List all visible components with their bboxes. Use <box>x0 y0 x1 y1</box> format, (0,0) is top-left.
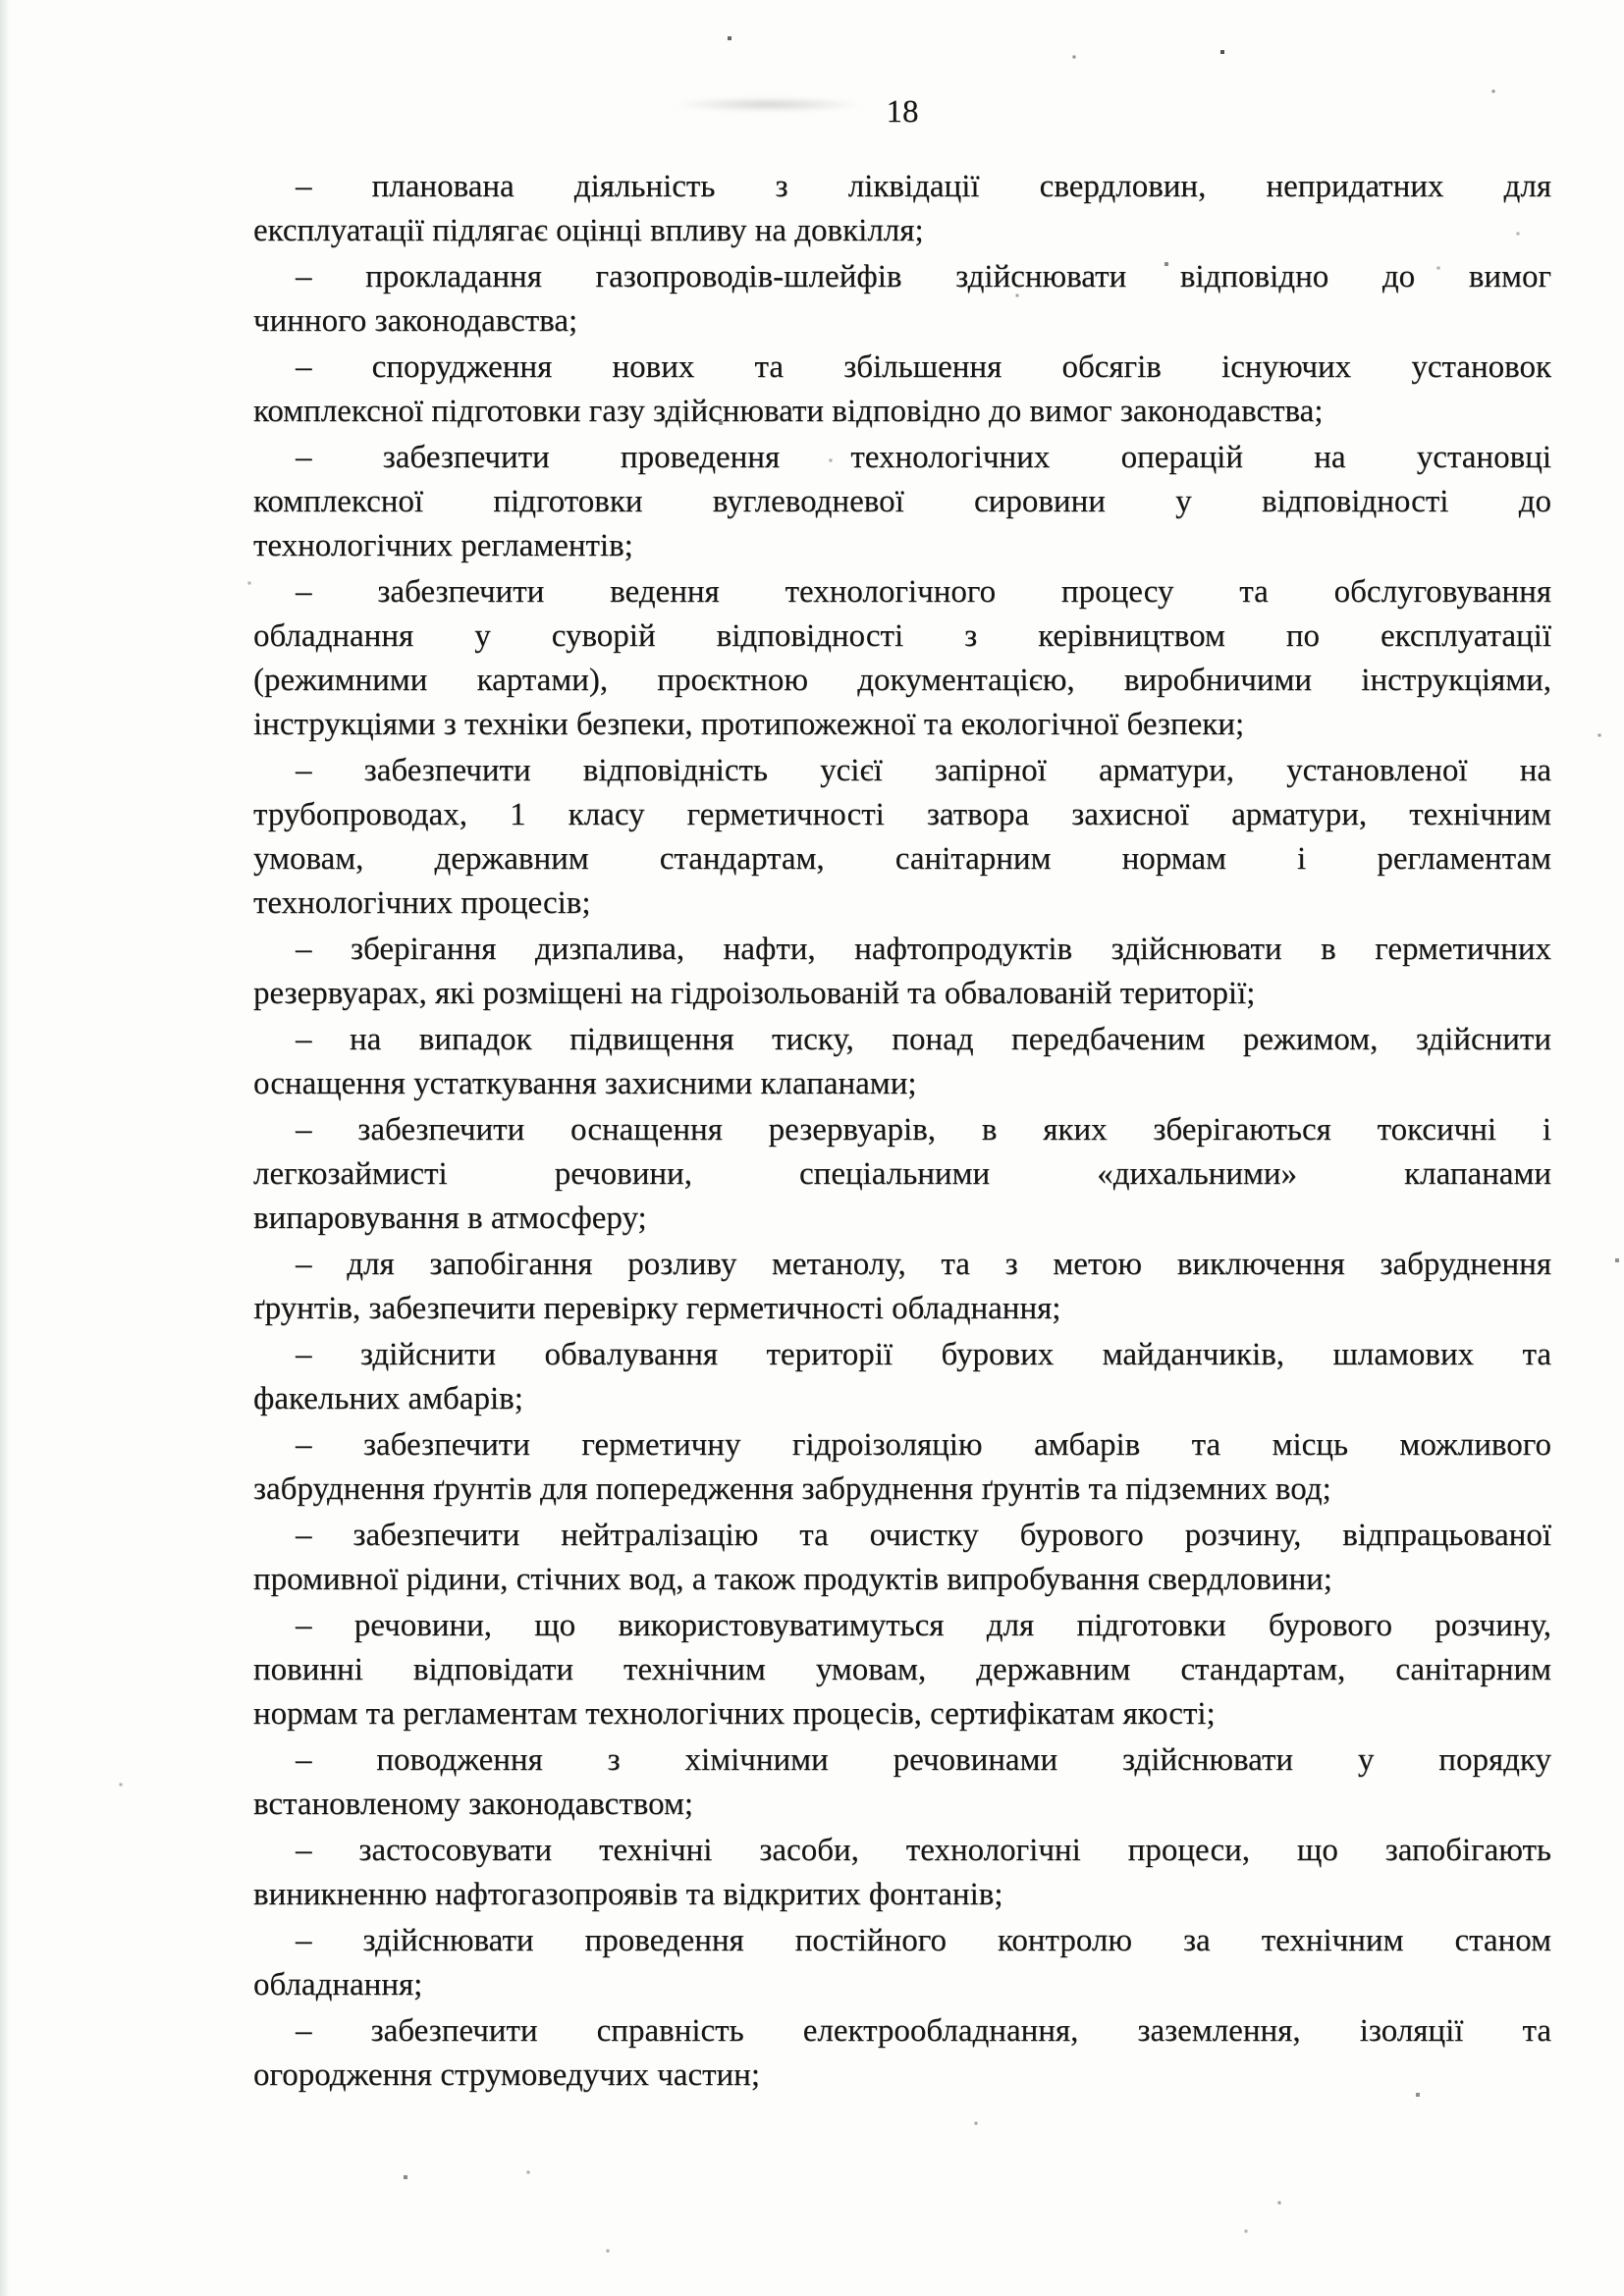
text-line: технологічних регламентів; <box>253 528 633 563</box>
text-line: (режимними картами), проєктною документацією, виробничими інструкціями, <box>253 663 1551 698</box>
text-line: – прокладання газопроводів-шлейфів здійснювати відповідно до вимог <box>296 259 1551 294</box>
text-line: забруднення ґрунтів для попередження забруднення ґрунтів та підземних вод; <box>253 1471 1331 1507</box>
text-line: – здійснити обвалування території бурових майданчиків, шламових та <box>296 1337 1551 1372</box>
text-line: повинні відповідати технічним умовам, державним стандартам, санітарним <box>253 1652 1551 1687</box>
text-line: – спорудження нових та збільшення обсягів існуючих установок <box>296 349 1551 385</box>
text-line: – забезпечити відповідність усієї запірної арматури, установленої на <box>296 753 1551 788</box>
paragraph <box>253 1108 1551 1241</box>
text-line: – зберігання дизпалива, нафти, нафтопродуктів здійснювати в герметичних <box>296 932 1551 967</box>
text-line: – поводження з хімічними речовинами здійснювати у порядку <box>296 1742 1551 1778</box>
text-line: – на випадок підвищення тиску, понад передбаченим режимом, здійснити <box>296 1022 1551 1057</box>
text-line: нормам та регламентам технологічних процесів, сертифікатам якості; <box>253 1696 1216 1732</box>
paragraph <box>253 570 1551 747</box>
paragraph <box>253 165 1551 253</box>
text-line: встановленому законодавством; <box>253 1787 694 1822</box>
text-line: – забезпечити нейтралізацію та очистку бурового розчину, відпрацьованої <box>296 1518 1551 1553</box>
text-line: промивної рідини, стічних вод, а також продуктів випробування свердловини; <box>253 1562 1332 1597</box>
paragraph <box>253 1738 1551 1827</box>
text-line: – забезпечити проведення технологічних операцій на установці <box>296 440 1551 475</box>
paragraph <box>253 255 1551 344</box>
document-content <box>253 90 1551 2100</box>
text-line: – здійснювати проведення постійного контролю за технічним станом <box>296 1923 1551 1958</box>
text-line: виникненню нафтогазопроявів та відкритих фонтанів; <box>253 1877 1003 1912</box>
paragraph <box>253 1018 1551 1106</box>
paragraph <box>253 749 1551 926</box>
text-line: – забезпечити справність електрообладнання, заземлення, ізоляції та <box>296 2013 1551 2049</box>
text-line: – забезпечити оснащення резервуарів, в яких зберігаються токсичні і <box>296 1112 1551 1148</box>
document-body <box>253 165 1551 2098</box>
text-line: чинного законодавства; <box>253 303 578 339</box>
paragraph <box>253 1514 1551 1602</box>
text-line: легкозаймисті речовини, спеціальними «дихальними» клапанами <box>253 1156 1551 1192</box>
text-line: технологічних процесів; <box>253 885 591 921</box>
scan-edge-shadow <box>0 0 10 2296</box>
paragraph <box>253 1333 1551 1421</box>
text-line: випаровування в атмосферу; <box>253 1201 647 1236</box>
text-line: резервуарах, які розміщені на гідроізольованій та обвалованій території; <box>253 976 1256 1011</box>
text-line: огородження струмоведучих частин; <box>253 2057 760 2093</box>
paragraph <box>253 1243 1551 1331</box>
text-line: експлуатації підлягає оцінці впливу на довкілля; <box>253 213 924 248</box>
paragraph <box>253 1604 1551 1736</box>
text-line: – забезпечити ведення технологічного процесу та обслуговування <box>296 574 1551 610</box>
text-line: комплексної підготовки вуглеводневої сировини у відповідності до <box>253 484 1551 519</box>
paragraph <box>253 2009 1551 2098</box>
text-line: обладнання; <box>253 1967 423 2002</box>
text-line: оснащення устаткування захисними клапанами; <box>253 1066 917 1101</box>
text-line: – планована діяльність з ліквідації свердловин, непридатних для <box>296 169 1551 204</box>
text-line: – для запобігання розливу метанолу, та з метою виключення забруднення <box>296 1247 1551 1282</box>
text-line: інструкціями з техніки безпеки, протипожежної та екологічної безпеки; <box>253 707 1245 742</box>
paragraph <box>253 1919 1551 2007</box>
text-line: комплексної підготовки газу здійснювати відповідно до вимог законодавства; <box>253 394 1324 429</box>
text-line: умовам, державним стандартам, санітарним нормам і регламентам <box>253 841 1551 877</box>
text-line: – забезпечити герметичну гідроізоляцію амбарів та місць можливого <box>296 1427 1551 1463</box>
paragraph <box>253 928 1551 1016</box>
paragraph <box>253 346 1551 434</box>
scan-speckles <box>0 0 2 2</box>
page-number: 18 <box>886 94 919 130</box>
paragraph <box>253 1423 1551 1512</box>
paragraph <box>253 436 1551 568</box>
text-line: ґрунтів, забезпечити перевірку герметичності обладнання; <box>253 1291 1061 1326</box>
text-line: трубопроводах, 1 класу герметичності затвора захисної арматури, технічним <box>253 797 1551 832</box>
text-line: – речовини, що використовуватимуться для підготовки бурового розчину, <box>296 1608 1551 1643</box>
text-line: обладнання у суворій відповідності з керівництвом по експлуатації <box>253 618 1551 654</box>
text-line: – застосовувати технічні засоби, технологічні процеси, що запобігають <box>296 1833 1551 1868</box>
text-line: факельних амбарів; <box>253 1381 523 1416</box>
paragraph <box>253 1829 1551 1917</box>
